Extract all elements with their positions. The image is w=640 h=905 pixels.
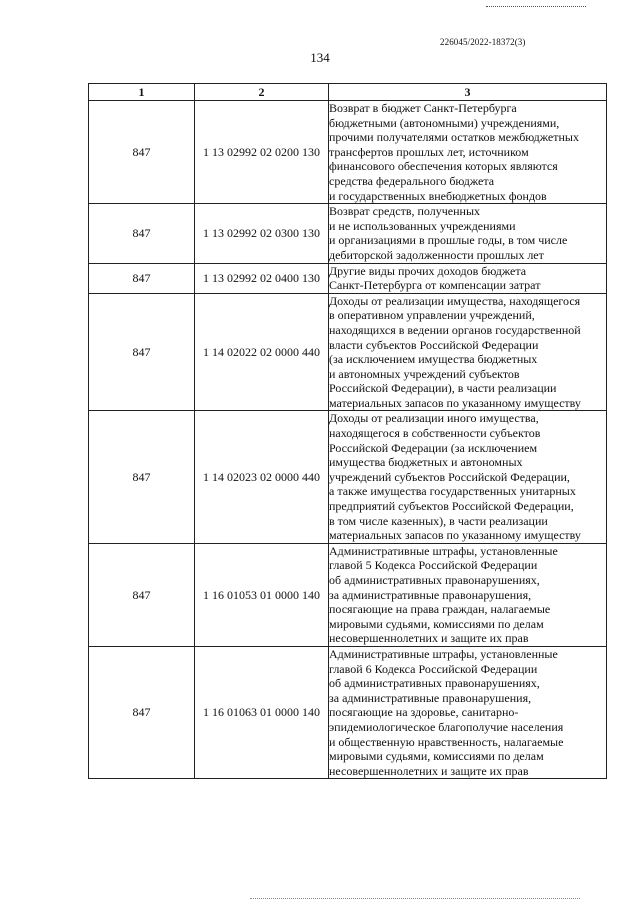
description-line: мировыми судьями, комиссиями по делам [329, 749, 544, 764]
description-line: Возврат средств, полученных [329, 204, 481, 219]
description-line: посягающие на здоровье, санитарно- [329, 705, 519, 720]
description-line: несовершеннолетних и защите их прав [329, 631, 529, 646]
table-row [89, 263, 607, 293]
description-line: Административные штрафы, установленные [329, 543, 558, 558]
description-line: и не использованных учреждениями [329, 218, 516, 233]
description-line: Административные штрафы, установленные [329, 646, 558, 661]
description-line: об административных правонарушениях, [329, 573, 540, 587]
description-line: дебиторской задолженности прошлых лет [329, 247, 544, 262]
description-line: предприятий субъектов Российской Федерации, [329, 499, 574, 514]
description-line: Российской Федерации), в части реализации [329, 381, 557, 396]
description-line: (за исключением имущества бюджетных [329, 352, 538, 367]
description-line: главой 6 Кодекса Российской Федерации [329, 661, 538, 676]
kbk-code-cell: 1 14 02023 02 0000 440 [195, 411, 329, 543]
table-body [89, 101, 607, 779]
admin-code-cell: 847 [89, 204, 195, 263]
admin-code-cell: 847 [89, 293, 195, 411]
description-line: имущества бюджетных и автономных [329, 455, 523, 470]
description-line: Другие виды прочих доходов бюджета [329, 263, 527, 278]
revenue-codes-table [88, 83, 607, 779]
description-line: и автономных учреждений субъектов [329, 366, 520, 381]
description-line: прочими получателями остатков межбюджетных [329, 130, 579, 145]
description-line: в том числе казенных), в части реализации [329, 513, 548, 528]
description-line: учреждений субъектов Российской Федерации, [329, 469, 570, 484]
description-cell [329, 543, 607, 646]
description-line: власти субъектов Российской Федерации [329, 337, 539, 352]
description-line: за административные правонарушения, [329, 587, 532, 602]
admin-code-cell: 847 [89, 263, 195, 293]
description-line: посягающие на права граждан, налагаемые [329, 602, 551, 617]
column-header-1: 1 [89, 84, 195, 101]
description-line: находящихся в ведении органов государственной [329, 322, 581, 337]
description-line: находящегося в собственности субъектов [329, 426, 541, 441]
kbk-code-cell: 1 16 01063 01 0000 140 [195, 646, 329, 778]
description-line: финансового обеспечения которых являются [329, 159, 558, 174]
description-line: главой 5 Кодекса Российской Федерации [329, 558, 538, 573]
description-line: и государственных внебюджетных фондов [329, 188, 547, 203]
description-line: Доходы от реализации иного имущества, [329, 411, 539, 426]
description-line: в оперативном управлении учреждений, [329, 308, 535, 323]
description-line: за административные правонарушения, [329, 690, 532, 705]
kbk-code-cell: 1 13 02992 02 0400 130 [195, 263, 329, 293]
description-line: эпидемиологическое благополучие населения [329, 719, 564, 734]
table-row [89, 646, 607, 778]
description-cell [329, 204, 607, 263]
description-line: Возврат в бюджет Санкт-Петербурга [329, 101, 517, 115]
table-row [89, 411, 607, 543]
admin-code-cell: 847 [89, 101, 195, 204]
description-line: об административных правонарушениях, [329, 676, 540, 691]
description-line: а также имущества государственных унитарных [329, 484, 576, 499]
column-header-3: 3 [329, 84, 607, 101]
admin-code-cell: 847 [89, 543, 195, 646]
description-cell [329, 293, 607, 411]
table-header-row [89, 84, 607, 101]
description-line: Российской Федерации (за исключением [329, 440, 538, 455]
table-row [89, 101, 607, 204]
description-cell [329, 411, 607, 543]
description-line: несовершеннолетних и защите их прав [329, 763, 529, 778]
column-header-2: 2 [195, 84, 329, 101]
kbk-code-cell: 1 13 02992 02 0300 130 [195, 204, 329, 263]
description-cell [329, 646, 607, 778]
description-line: Доходы от реализации имущества, находящегося [329, 293, 581, 308]
table-row [89, 204, 607, 263]
description-line: материальных запасов по указанному имуществу [329, 528, 581, 543]
document-id: 226045/2022-18372(3) [440, 37, 526, 47]
description-line: средства федерального бюджета [329, 173, 495, 188]
description-line: материальных запасов по указанному имуществу [329, 395, 581, 410]
kbk-code-cell: 1 13 02992 02 0200 130 [195, 101, 329, 204]
scan-edge-mark [486, 6, 586, 7]
table-row [89, 543, 607, 646]
description-line: мировыми судьями, комиссиями по делам [329, 616, 544, 631]
admin-code-cell: 847 [89, 411, 195, 543]
table-row [89, 293, 607, 411]
description-line: трансфертов прошлых лет, источником [329, 144, 529, 159]
description-cell [329, 101, 607, 204]
scan-footer-mark [250, 898, 580, 899]
description-line: Санкт-Петербурга от компенсации затрат [329, 278, 541, 293]
page-number: 134 [310, 50, 330, 65]
kbk-code-cell: 1 14 02022 02 0000 440 [195, 293, 329, 411]
kbk-code-cell: 1 16 01053 01 0000 140 [195, 543, 329, 646]
description-cell [329, 263, 607, 293]
description-line: и общественную нравственность, налагаемые [329, 734, 564, 749]
admin-code-cell: 847 [89, 646, 195, 778]
description-line: бюджетными (автономными) учреждениями, [329, 115, 560, 130]
description-line: и организациями в прошлые годы, в том числе [329, 233, 568, 248]
